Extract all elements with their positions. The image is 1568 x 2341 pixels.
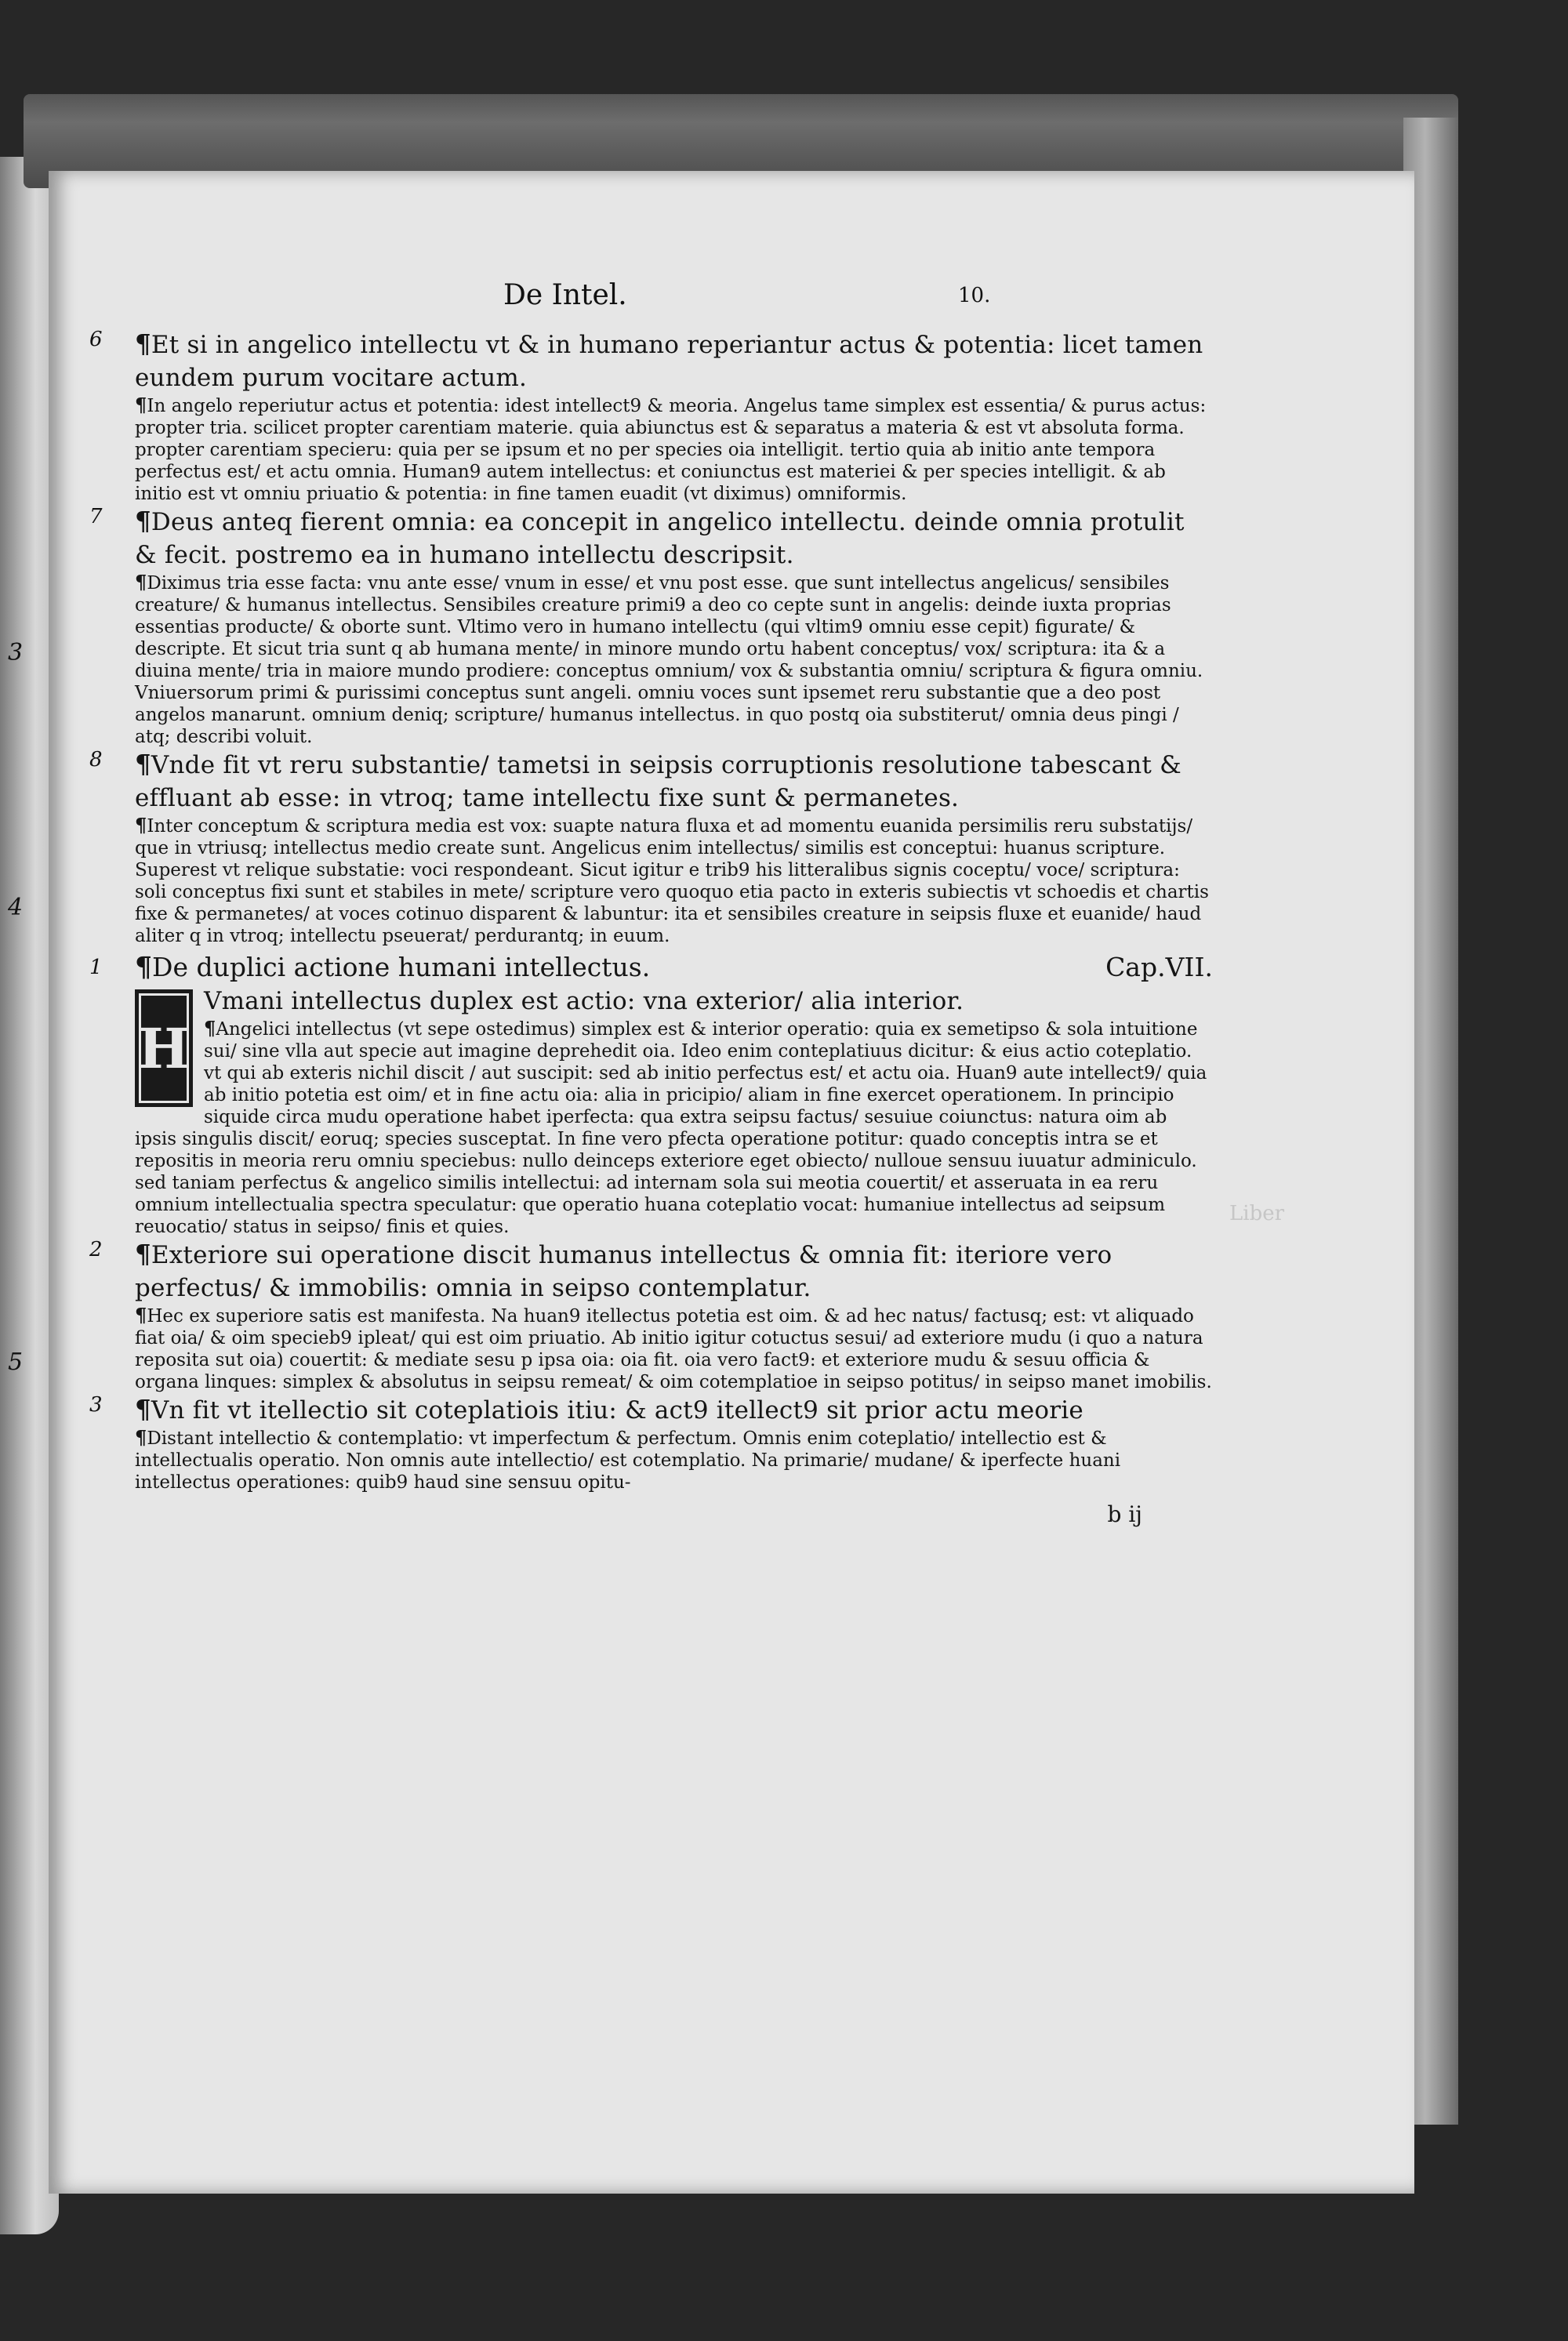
lemma: ¶Deus anteq fierent omnia: ea concepit in angelico intellectu. deinde omnia protulit & fecit. postremo ea in humano intellectu descripsit.: [135, 506, 1185, 569]
pilcrow-mark: ¶: [135, 506, 151, 536]
pilcrow-mark: ¶: [135, 328, 151, 359]
lemma: ¶Et si in angelico intellectu vt & in humano reperiantur actus & potentia: licet tamen eundem purum vocitare actum.: [135, 328, 1203, 392]
commentary: ¶Inter conceptum & scriptura media est vox: suapte natura fluxa et ad momentu euanida persimilis reru substatijs/ que in vtriusq; intellectus medio create sunt. Angelicus enim intellectus/ similis est conceptui: huanus scripture. Superest vt relique substatie: voci respondeant. Sicut igitur e trib9 his litteralibus signis coceptu/ voce/ scriptura: soli conceptus fixi sunt et stabiles in mete/ scripture vero quoquo etia pacto in exteris subiectis vt schoedis et chartis fixe & permanetes/ at voces cotinuo disparent & labuntur: ita et sensibiles creature in seipsis fluxe et euanide/ haud aliter q in vtroq; intellectu pseuerat/ perdurantq; in euum.: [135, 814, 1209, 946]
commentary: ¶Angelici intellectus (vt sepe ostedimus) simplex est & interior operatio: quia ex semetipso & sola intuitione sui/ sine vlla aut specie aut imagine deprehedit oia. Ideo enim conteplatiuus dicitur: & eius actio coteplatio. vt qui ab exteris nichil discit / aut suscipit: sed ab initio perfectus est/ et actu oia. Huan9 aute intellect9/ quia ab initio potetia est oim/ et in fine actu oia: alia in pricipio/ aliam in fine exercet operationem. In principio siquide circa mudu operatione habet iperfecta: qua extra seipsu factus/ sesuiue coiunctus: natura oim ab ipsis singulis discit/ eoruq; species susceptat. In fine vero pfecta operatione potitur: quado conceptis intra se et repositis in meoria reru omniu speciebus: nullo deinceps exteriore eget obiecto/ nulloue sensuu iuuatur adminiculo. sed taniam perfectus & angelico similis intellectui: ad internam sola sui meotia couertit/ et asseruata in ea reru omnium intellectualia spectra speculatur: que operatio huana coteplatio vocat: humaniue intellectus ad seipsum reuocatio/ status in seipso/ finis et quies.: [135, 1017, 1207, 1237]
section-number: 2: [89, 1238, 103, 1261]
folio-number: 10.: [958, 284, 991, 307]
section-number: 8: [89, 748, 103, 771]
section-number: 3: [89, 1393, 103, 1417]
lemma: Vmani intellectus duplex est actio: vna exterior/ alia interior.: [204, 987, 964, 1015]
lemma: ¶Vn fit vt itellectio sit coteplatiois itiu: & act9 itellect9 sit prior actu meorie: [135, 1394, 1083, 1425]
section: [89, 328, 1213, 505]
text-block: [89, 328, 1213, 1527]
running-header: [49, 279, 1414, 318]
section: [89, 1393, 1213, 1494]
lemma: ¶Vnde fit vt reru substantie/ tametsi in seipsis corruptionis resolutione tabescant & effluant ab esse: in vtroq; tame intellectu fixe sunt & permanetes.: [135, 749, 1181, 812]
facing-margin-number: 3: [8, 639, 24, 666]
bleed-through-text: Liber: [1229, 1202, 1285, 1225]
pilcrow-mark: ¶: [135, 814, 147, 837]
section-number: 1: [89, 956, 103, 979]
pilcrow-mark: ¶: [135, 1394, 151, 1425]
running-title: De Intel.: [503, 279, 627, 311]
pilcrow-mark: ¶: [135, 571, 147, 593]
chapter-label: Cap.VII.: [1105, 952, 1213, 982]
chapter-title: ¶De duplici actione humani intellectus.: [135, 951, 651, 983]
facing-margin-number: 5: [8, 1348, 24, 1376]
pilcrow-mark: ¶: [135, 394, 147, 416]
section-number: 6: [89, 328, 103, 351]
pilcrow-mark: ¶: [135, 1239, 151, 1269]
book-page: [49, 171, 1414, 2194]
section: [89, 1238, 1213, 1393]
commentary: ¶Diximus tria esse facta: vnu ante esse/ vnum in esse/ et vnu post esse. que sunt intellectus angelicus/ sensibiles creature/ & humanus intellectus. Sensibiles creature primi9 a deo co cepte sunt in angelis: deinde iuxta proprias essentias producte/ & oborte sunt. Vltimo vero in humano intellectu (qui vltim9 omniu esse cepit) figurate/ & descripte. Et sicut tria sunt q ab humana mente/ in minore mundo ortu habent conceptus/ vox/ scriptura: ita & a diuina mente/ tria in maiore mundo prodiere: conceptus omnium/ vox & substantia omniu/ scriptura & figura omniu. Vniuersorum primi & purissimi conceptus sunt angeli. omniu voces sunt ipsemet reru substantie que a deo post angelos manarunt. omnium deniq; scripture/ humanus intellectus. in quo postq oia substiterut/ omnia deus pingi / atq; describi voluit.: [135, 571, 1203, 747]
pilcrow-mark: ¶: [204, 1017, 216, 1040]
pilcrow-mark: ¶: [135, 749, 151, 779]
section: [89, 748, 1213, 947]
pilcrow-mark: ¶: [135, 951, 153, 983]
lemma: ¶Exteriore sui operatione discit humanus intellectus & omnia fit: iteriore vero perfectus/ & immobilis: omnia in seipso contemplatur.: [135, 1239, 1112, 1302]
section: [135, 985, 1213, 1238]
facing-margin-number: 4: [8, 894, 24, 921]
commentary: ¶Distant intellectio & contemplatio: vt imperfectum & perfectum. Omnis enim coteplatio/ intellectio est & intellectualis operatio. Non omnis aute intellectio/ est cotemplatio. Na primarie/ mudane/ & iperfecte huani intellectus operationes: quib9 haud sine sensuu opitu-: [135, 1426, 1121, 1493]
section: [89, 505, 1213, 748]
pilcrow-mark: ¶: [135, 1304, 147, 1327]
commentary: ¶In angelo reperiutur actus et potentia: idest intellect9 & meoria. Angelus tame simplex est essentia/ & purus actus: propter tria. scilicet propter carentiam materie. quia abiunctus est & separatus a materia & est vt absoluta forma. propter carentiam specieru: quia per se ipsum et no per species oia intelligit. tertio quia ab initio ante tempora perfectus est/ et actu omnia. Human9 autem intellectus: et coniunctus est materiei & per species intelligit. & ab initio est vt omniu priuatio & potentia: in fine tamen euadit (vt diximus) omniformis.: [135, 394, 1207, 504]
commentary: ¶Hec ex superiore satis est manifesta. Na huan9 itellectus potetia est oim. & ad hec natus/ factusq; est: vt aliquado fiat oia/ & oim specieb9 ipleat/ qui est oim priuatio. Ab initio igitur cotuctus sesui/ ad exteriore mudu (i quo a natura reposita sut oia) couertit: & mediate sesu p ipsa oia: oia fit. oia vero fact9: et exteriore mudu & sesuu officia & organa linques: simplex & absolutus in seipsu remeat/ & oim cotemplatioe in seipso potitus/ in seipso manet imobilis.: [135, 1304, 1212, 1392]
signature-mark: b ij: [1107, 1501, 1142, 1527]
pilcrow-mark: ¶: [135, 1426, 147, 1449]
decorated-initial: H: [135, 989, 193, 1107]
section-number: 7: [89, 505, 103, 528]
chapter-heading: [89, 950, 1213, 985]
